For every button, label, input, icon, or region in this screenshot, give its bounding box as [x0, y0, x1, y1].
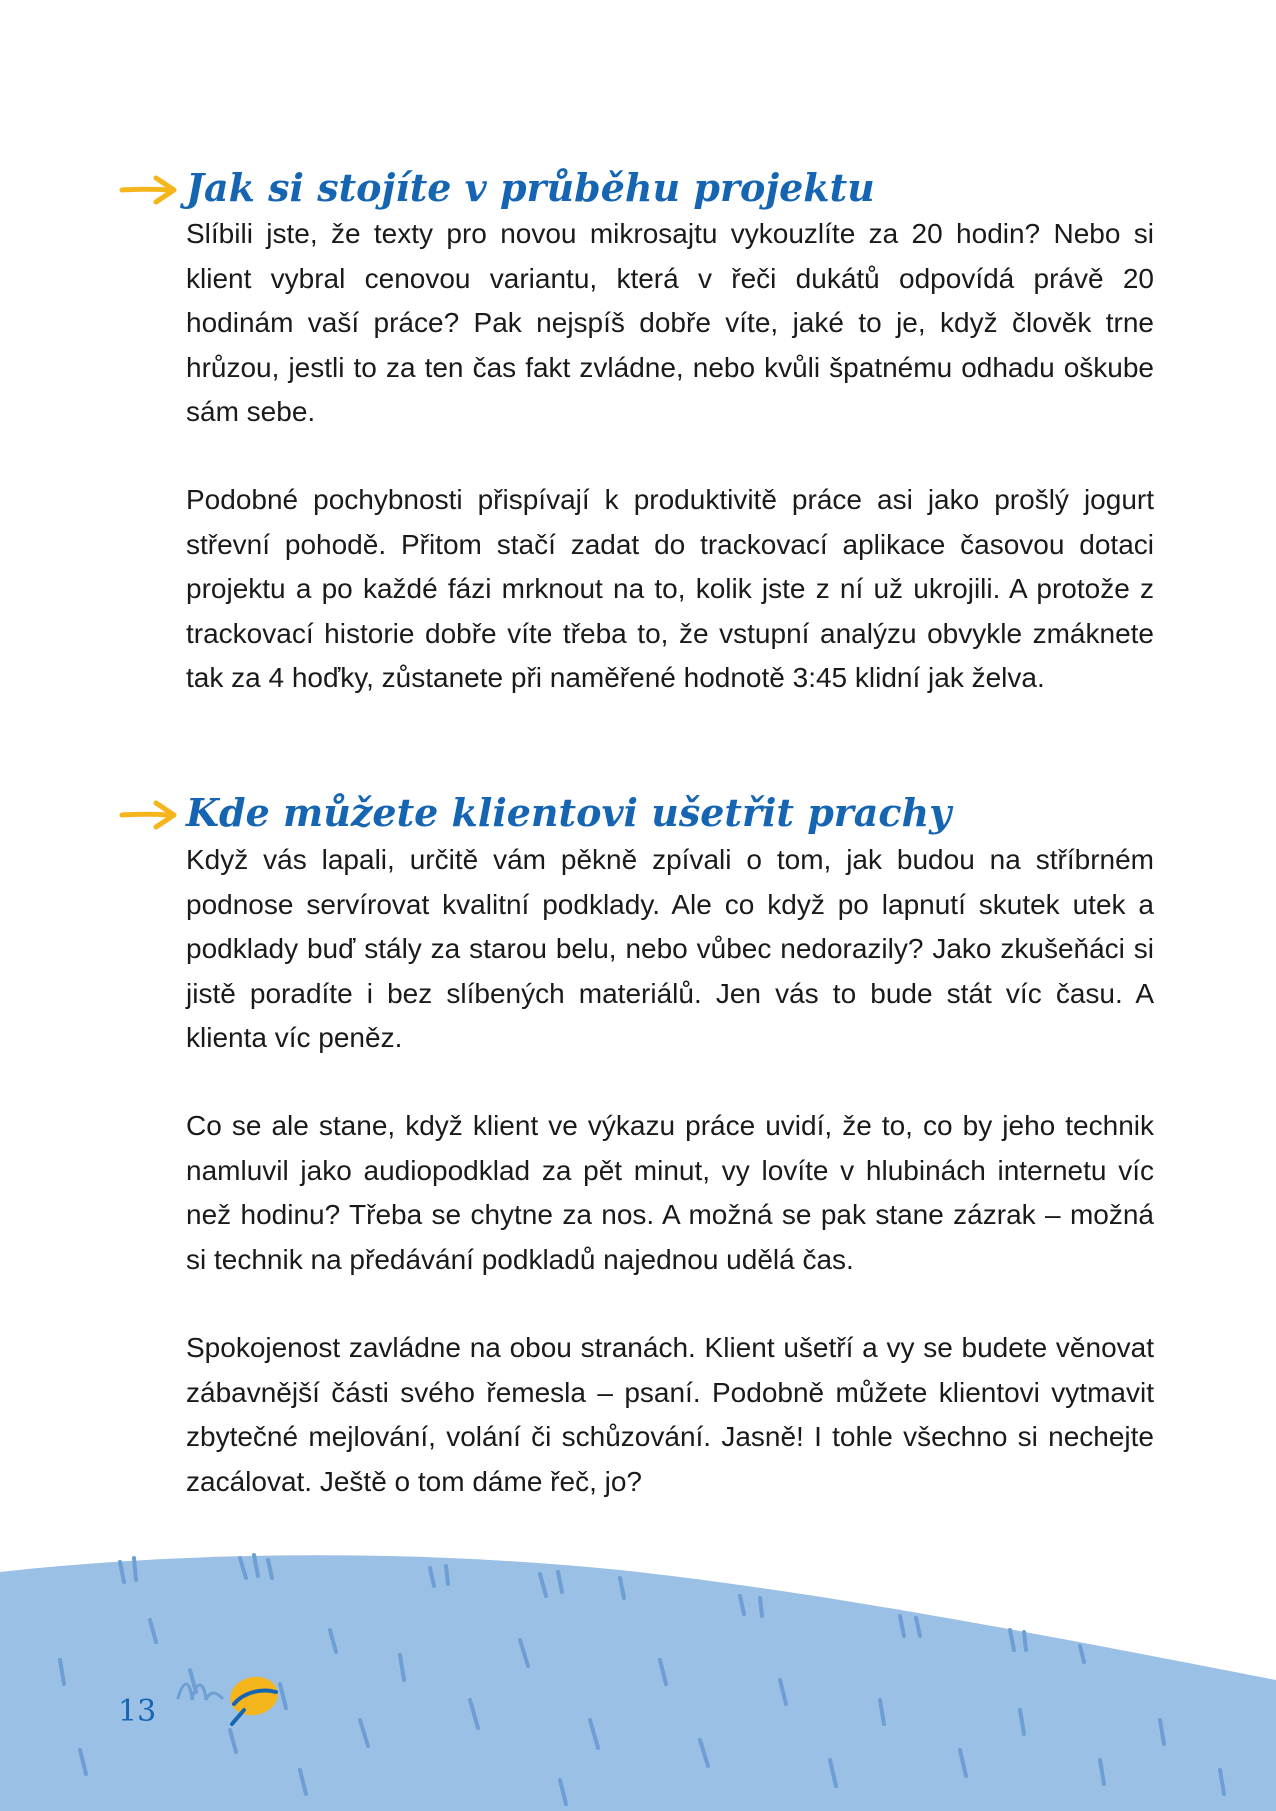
paragraph: Když vás lapali, určitě vám pěkně zpívali o tom, jak budou na stříbrném podnose servírovat kvalitní podklady. Ale co když po lapnutí skutek utek a podklady buď stály za starou belu, nebo vůbec nedorazily? Jako zkušeňáci si jistě poradíte i bez slíbených materiálů. Jen vás to bude stát víc času. A klienta víc peněz.	[186, 844, 1154, 1053]
paragraph: Slíbili jste, že texty pro novou mikrosajtu vykouzlíte za 20 hodin? Nebo si klient vybral cenovou variantu, která v řeči dukátů odpovídá právě 20 hodinám vaší práce? Pak nejspíš dobře víte, jaké to je, když člověk trne hrůzou, jestli to za ten čas fakt zvládne, nebo kvůli špatnému odhadu oškube sám sebe.	[186, 218, 1154, 427]
section-heading: Kde můžete klientovi ušetřit prachy	[186, 790, 952, 835]
paragraph: Podobné pochybnosti přispívají k produktivitě práce asi jako prošlý jogurt střevní pohodě. Přitom stačí zadat do trackovací aplikace časovou dotaci projektu a po každé fázi mrknout na to, kolik jste z ní už ukrojili. A protože z trackovací historie dobře víte třeba to, že vstupní analýzu obvykle zmáknete tak za 4 hoďky, zůstanete při naměřené hodnotě 3:45 klidní jak želva.	[186, 484, 1154, 693]
paragraph: Spokojenost zavládne na obou stranách. Klient ušetří a vy se budete věnovat zábavnější části svého řemesla – psaní. Podobně můžete klientovi vytmavit zbytečné mejlování, volání či schůzování. Jasně! I tohle všechno si nechejte zacálovat. Ještě o tom dáme řeč, jo?	[186, 1332, 1154, 1497]
section-heading: Jak si stojíte v průběhu projektu	[186, 165, 875, 210]
arrow-icon	[118, 173, 180, 207]
page-number: 13	[118, 1694, 157, 1729]
ground-illustration	[0, 1300, 1276, 1811]
arrow-icon	[118, 798, 180, 832]
paragraph: Co se ale stane, když klient ve výkazu práce uvidí, že to, co by jeho technik namluvil jako audiopodklad za pět minut, vy lovíte v hlubinách internetu víc než hodinu? Třeba se chytne za nos. A možná se pak stane zázrak – možná si technik na předávání podkladů najednou udělá čas.	[186, 1110, 1154, 1275]
